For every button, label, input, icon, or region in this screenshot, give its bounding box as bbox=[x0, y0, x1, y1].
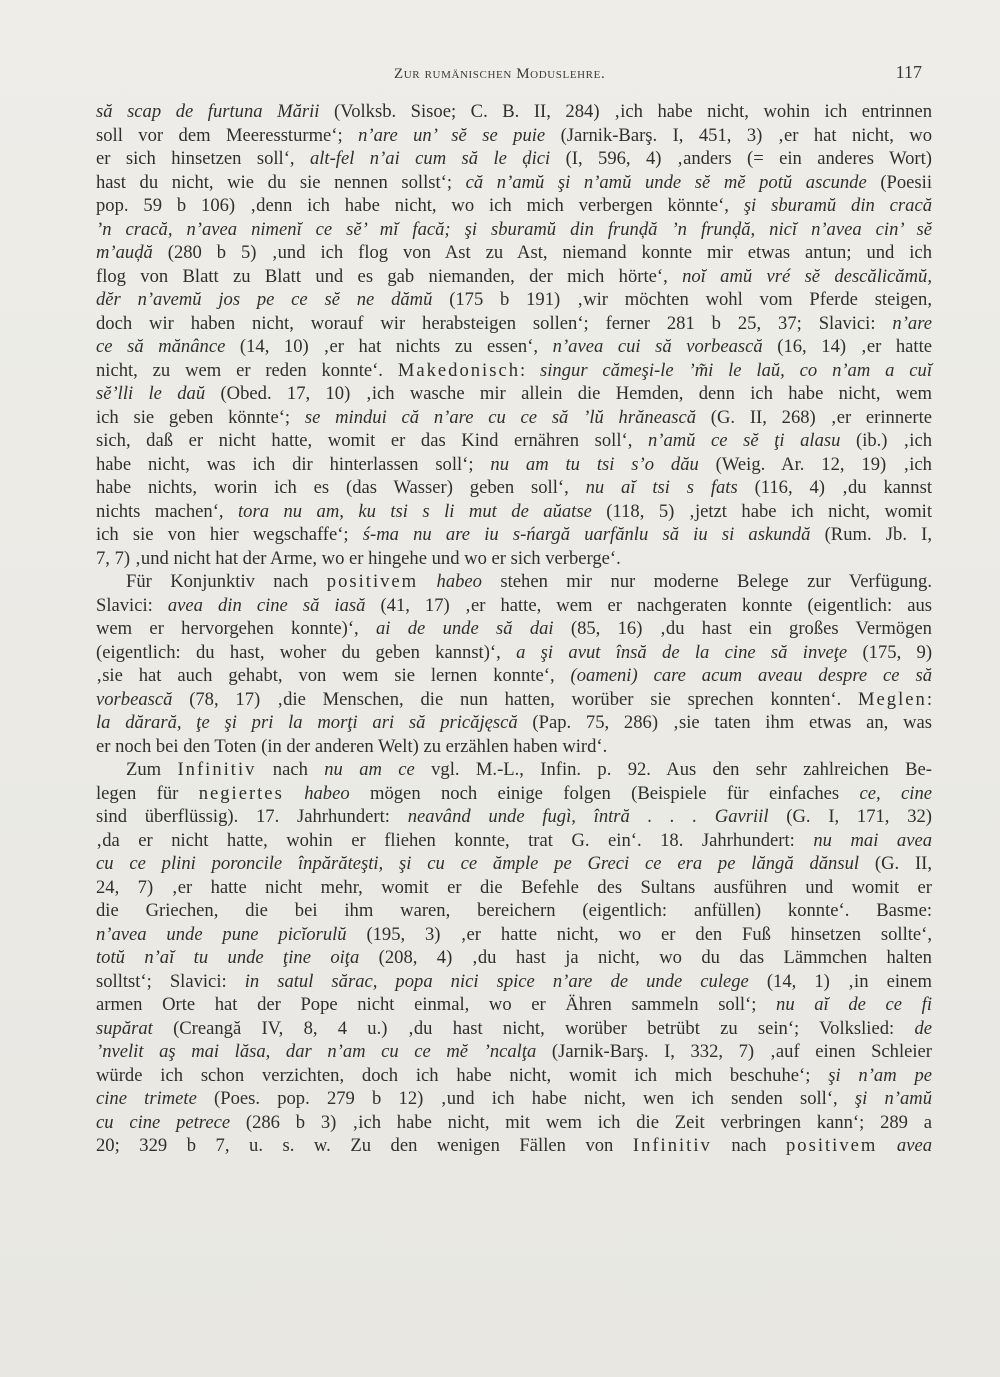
text-segment: sind überflüssig). 17. Jahrhundert: bbox=[96, 806, 408, 827]
italic-text: totŭ n’aĭ tu unde ţine oiţa bbox=[96, 947, 360, 968]
text-line bbox=[96, 523, 932, 547]
text-segment: doch wir haben nicht, worauf wir herabsteigen sollen‘; ferner 281 b 25, 37; Slavici: bbox=[96, 312, 893, 334]
text-segment: (14, 10) ‚er hat nichts zu essen‘, bbox=[225, 336, 553, 357]
text-line bbox=[96, 406, 932, 430]
italic-text: să scap de furtuna Mării bbox=[96, 101, 320, 122]
text-line bbox=[96, 100, 932, 124]
text-line bbox=[96, 382, 932, 406]
text-line bbox=[96, 641, 932, 665]
italic-text: n’amŭ ce sĕ ţi alasu bbox=[647, 430, 841, 451]
text-line bbox=[96, 241, 932, 265]
text-segment: ‚da er nicht hatte, wohin er fliehen konnte, trat G. ein‘. 18. Jahrhundert: bbox=[96, 829, 814, 851]
italic-text: n’avea unde pune picĭorulŭ bbox=[96, 923, 347, 945]
text-line bbox=[96, 829, 932, 853]
spaced-text: Infinitiv bbox=[632, 1135, 712, 1156]
italic-text: cine trimete bbox=[96, 1088, 197, 1109]
text-segment: 24, 7) ‚er hatte nicht mehr, womit er die Befehle des Sultans ausführen und womit er bbox=[96, 876, 932, 898]
text-segment: vgl. M.-L., Infin. p. 92. Aus den sehr zahlreichen Be- bbox=[414, 759, 932, 780]
text-segment: (Poes. pop. 279 b 12) ‚und ich habe nicht, wen ich senden soll‘, bbox=[196, 1088, 855, 1109]
italic-text: ’n cracă, n’avea nimenĭ ce sĕ’ mĭ facă; şi sburamŭ din frunḑă ’n frunḑă, nicĭ n’avea cin’ sĕ bbox=[96, 218, 932, 240]
text-segment: legen für bbox=[96, 782, 199, 804]
text-segment: soll vor dem Meeressturme‘; bbox=[96, 124, 359, 146]
spaced-text: positivem bbox=[326, 571, 419, 592]
italic-text: n’are un’ sĕ se puie bbox=[358, 124, 546, 146]
spaced-text: positivem bbox=[786, 1135, 878, 1156]
text-line bbox=[96, 1087, 932, 1111]
text-line bbox=[96, 993, 932, 1017]
text-line bbox=[96, 359, 932, 383]
text-segment: nach bbox=[256, 759, 325, 780]
text-line bbox=[96, 1134, 932, 1158]
italic-text: tora nu am, ku tsi s li mut de aŭatse bbox=[238, 500, 592, 522]
text-segment: Für Konjunktiv nach bbox=[126, 571, 327, 592]
text-segment: ich sie von hier wegschaffe‘; bbox=[96, 524, 363, 545]
page-number: 117 bbox=[895, 62, 922, 82]
italic-text: avea din cine să iasă bbox=[167, 594, 366, 616]
text-segment: wem er hervorgehen konnte)‘, bbox=[96, 618, 376, 639]
text-segment bbox=[418, 571, 436, 592]
text-segment: nicht, zu wem er reden konnte‘. bbox=[96, 359, 398, 381]
text-segment: (175 b 191) ‚wir möchten wohl vom Pferde steigen, bbox=[432, 289, 933, 310]
italic-text: m’auḑă bbox=[96, 242, 153, 263]
text-segment: (Pap. 75, 286) ‚sie taten ihm etwas an, was bbox=[517, 712, 932, 733]
text-line bbox=[96, 429, 932, 453]
italic-text: noĭ amŭ vré sĕ descălicămŭ, bbox=[682, 265, 932, 287]
text-segment: (175, 9) bbox=[847, 641, 933, 663]
text-segment: (Creangă IV, 8, 4 u.) ‚du hast nicht, worüber betrübt zu sein‘; Volkslied: bbox=[152, 1017, 915, 1039]
text-line bbox=[96, 1111, 932, 1135]
text-segment: ich sie geben könnte‘; bbox=[96, 406, 305, 428]
text-segment: er sich hinsetzen soll‘, bbox=[96, 148, 310, 169]
running-head: Zur rumänischen Moduslehre. bbox=[394, 66, 606, 82]
italic-text: ce, cine bbox=[859, 782, 933, 804]
italic-text: la dărară, ţe şi pri la morţi ari să pricăjęscă bbox=[96, 712, 518, 733]
text-line bbox=[96, 664, 932, 688]
italic-text: a şi avut însă de la cine să inveţe bbox=[516, 641, 848, 663]
text-segment: (G. II, bbox=[859, 853, 932, 874]
text-line bbox=[96, 147, 932, 171]
text-segment: 20; 329 b 7, u. s. w. Zu den wenigen Fällen von bbox=[96, 1135, 633, 1156]
italic-text: ai de unde să dai bbox=[375, 618, 554, 639]
text-line bbox=[96, 288, 932, 312]
italic-text: ce să mănânce bbox=[96, 336, 226, 357]
italic-text: şi sburamŭ din cracă bbox=[743, 195, 932, 216]
spaced-text: Meglen bbox=[858, 688, 927, 710]
text-segment: sich, daß er nicht hatte, womit er das Kind ernähren soll‘, bbox=[96, 430, 648, 451]
italic-text: de bbox=[914, 1017, 932, 1039]
italic-text: n’avea cui să vorbească bbox=[552, 336, 763, 357]
text-line bbox=[96, 852, 932, 876]
italic-text: singur cămeşi-le ’m̃i le laŭ, co n’am a cuĭ bbox=[540, 359, 932, 381]
text-segment: (ib.) ‚ich bbox=[840, 430, 932, 451]
text-line bbox=[96, 218, 932, 242]
text-line bbox=[96, 265, 932, 289]
text-segment: er noch bei den Toten (in der anderen Welt) zu erzählen haben wird‘. bbox=[96, 735, 608, 757]
italic-text: cu ce plini poroncile înpărăteşti, şi cu ce ămple pe Greci ce era pe lăngă dănsul bbox=[96, 853, 860, 874]
italic-text: neavând unde fugì, întră . . . Gavriil bbox=[407, 806, 769, 827]
text-line bbox=[96, 735, 932, 759]
text-segment: (eigentlich: du hast, woher du geben kannst)‘, bbox=[96, 641, 517, 663]
spaced-text: negiertes bbox=[198, 782, 284, 804]
italic-text: şi n’amŭ bbox=[854, 1088, 933, 1109]
italic-text: vorbească bbox=[96, 688, 173, 710]
italic-text: habeo bbox=[304, 782, 350, 804]
italic-text: n’are bbox=[892, 312, 932, 334]
text-segment: nach bbox=[711, 1135, 786, 1156]
text-segment bbox=[284, 783, 304, 804]
text-line bbox=[96, 194, 932, 218]
text-segment: pop. 59 b 106) ‚denn ich habe nicht, wo ich mich verbergen könnte‘, bbox=[96, 195, 744, 216]
italic-text: alt-fel n’ai cum să le ḑici bbox=[309, 148, 551, 169]
text-segment: (195, 3) ‚er hatte nicht, wo er den Fuß hinsetzen sollte‘, bbox=[346, 923, 932, 945]
italic-text: nu am ce bbox=[324, 759, 415, 780]
text-segment: (85, 16) ‚du hast ein großes Vermögen bbox=[553, 618, 932, 639]
text-segment: nichts machen‘, bbox=[96, 500, 239, 522]
text-segment: stehen mir nur moderne Belege zur Verfügung. bbox=[481, 571, 932, 592]
text-line bbox=[96, 453, 932, 477]
text-segment: (G. I, 171, 32) bbox=[768, 806, 932, 827]
text-line bbox=[96, 570, 932, 594]
text-line bbox=[96, 899, 932, 923]
text-segment: (286 b 3) ‚ich habe nicht, mit wem ich die Zeit verbringen kann‘; 289 a bbox=[230, 1111, 932, 1133]
text-line bbox=[96, 500, 932, 524]
text-line bbox=[96, 476, 932, 500]
text-segment: (Rum. Jb. I, bbox=[810, 524, 932, 545]
italic-text: că n’amŭ şi n’amŭ unde sĕ mĕ potŭ ascunde bbox=[465, 171, 867, 193]
italic-text: in satul sărac, popa nici spice n’are de unde culege bbox=[244, 970, 749, 992]
text-segment: (Jarnik-Barş. I, 332, 7) ‚auf einen Schleier bbox=[536, 1041, 932, 1062]
text-line bbox=[96, 970, 932, 994]
text-line bbox=[96, 758, 932, 782]
text-segment: hast du nicht, wie du sie nennen sollst‘; bbox=[96, 171, 466, 193]
spaced-text: Infinitiv bbox=[177, 759, 257, 780]
text-line bbox=[96, 335, 932, 359]
italic-text: se mindui că n’are cu ce să ’lŭ hrănească bbox=[304, 406, 697, 428]
italic-text: nu am tu tsi s’o dău bbox=[490, 453, 699, 475]
page-header bbox=[96, 60, 926, 86]
text-segment: (Poesii bbox=[866, 171, 932, 193]
text-segment: (16, 14) ‚er hatte bbox=[762, 336, 932, 357]
italic-text: avea bbox=[896, 1135, 932, 1156]
text-segment: (G. II, 268) ‚er erinnerte bbox=[696, 406, 932, 428]
italic-text: nu aĭ tsi s fats bbox=[585, 477, 738, 498]
text-segment: 7, 7) ‚und nicht hat der Arme, wo er hingehe und wo er sich verberge‘. bbox=[96, 547, 621, 569]
text-segment: die Griechen, die bei ihm waren, bereichern (eigentlich: anfüllen) konnte‘. Basme: bbox=[96, 900, 932, 921]
text-line bbox=[96, 1064, 932, 1088]
italic-text: habeo bbox=[436, 571, 482, 592]
text-segment: (Volksb. Sisoe; C. B. II, 284) ‚ich habe nicht, wohin ich entrinnen bbox=[319, 101, 932, 122]
text-segment: mögen noch einige folgen (Beispiele für einfaches bbox=[349, 782, 860, 804]
text-segment: (118, 5) ‚jetzt habe ich nicht, womit bbox=[591, 500, 932, 522]
text-segment: : bbox=[926, 688, 932, 710]
text-segment: (280 b 5) ‚und ich flog von Ast zu Ast, niemand konnte mir etwas antun; und ich bbox=[152, 242, 932, 263]
italic-text: dĕr n’avemŭ jos pe ce sĕ ne dămŭ bbox=[96, 289, 433, 310]
text-line bbox=[96, 876, 932, 900]
text-segment: solltst‘; Slavici: bbox=[96, 970, 245, 992]
text-segment: (Jarnik-Barş. I, 451, 3) ‚er hat nicht, wo bbox=[545, 124, 932, 146]
text-line bbox=[96, 805, 932, 829]
text-segment bbox=[877, 1135, 897, 1156]
text-line bbox=[96, 617, 932, 641]
text-line bbox=[96, 1040, 932, 1064]
text-line bbox=[96, 782, 932, 806]
text-segment: habe nicht, was ich dir hinterlassen soll‘; bbox=[96, 453, 491, 475]
italic-text: ś-ma nu are iu s-ńargă uarfănlu să iu si askundă bbox=[362, 524, 811, 545]
text-segment: ‚sie hat auch gehabt, von wem sie lernen konnte‘, bbox=[96, 665, 571, 686]
text-line bbox=[96, 171, 932, 195]
text-segment: (41, 17) ‚er hatte, wem er nachgeraten konnte (eigentlich: aus bbox=[365, 594, 932, 616]
text-line bbox=[96, 594, 932, 618]
text-segment: Slavici: bbox=[96, 594, 168, 616]
text-segment: Zum bbox=[126, 759, 178, 780]
text-line bbox=[96, 711, 932, 735]
italic-text: cu cine petrece bbox=[96, 1111, 231, 1133]
text-segment: flog von Blatt zu Blatt und es gab niemanden, der mich hörte‘, bbox=[96, 265, 683, 287]
text-segment: (Obed. 17, 10) ‚ich wasche mir allein die Hemden, denn ich habe nicht, wem bbox=[205, 383, 932, 404]
text-segment: (Weig. Ar. 12, 19) ‚ich bbox=[698, 453, 932, 475]
italic-text: (oameni) care acum aveau despre ce să bbox=[570, 665, 932, 686]
text-segment: (I, 596, 4) ‚anders (= ein anderes Wort) bbox=[550, 148, 932, 169]
italic-text: sĕ’lli le daŭ bbox=[96, 383, 206, 404]
body-text bbox=[96, 100, 932, 1158]
text-segment: (208, 4) ‚du hast ja nicht, wo du das Lämmchen halten bbox=[359, 947, 932, 968]
italic-text: nu mai avea bbox=[813, 829, 932, 851]
text-segment: : bbox=[520, 359, 541, 381]
spaced-text: Makedonisch bbox=[397, 359, 520, 381]
italic-text: supărat bbox=[96, 1017, 153, 1039]
italic-text: ’nvelit aş mai lăsa, dar n’am cu ce mĕ ’ncalţa bbox=[96, 1041, 537, 1062]
text-line bbox=[96, 688, 932, 712]
text-segment: würde ich schon verzichten, doch ich habe nicht, womit ich mich beschuhe‘; bbox=[96, 1064, 829, 1086]
text-segment: (14, 1) ‚in einem bbox=[748, 970, 932, 992]
text-line bbox=[96, 547, 932, 571]
text-segment: armen Orte hat der Pope nicht einmal, wo er Ähren sammeln soll‘; bbox=[96, 994, 777, 1015]
italic-text: şi n’am pe bbox=[828, 1064, 933, 1086]
text-line bbox=[96, 1017, 932, 1041]
italic-text: nu aĭ de ce fi bbox=[776, 994, 932, 1015]
text-line bbox=[96, 923, 932, 947]
text-line bbox=[96, 312, 932, 336]
text-segment: habe nichts, worin ich es (das Wasser) geben soll‘, bbox=[96, 477, 586, 498]
text-segment: (116, 4) ‚du kannst bbox=[737, 477, 932, 498]
text-line bbox=[96, 124, 932, 148]
text-segment: (78, 17) ‚die Menschen, die nun hatten, worüber sie sprechen konnten‘. bbox=[172, 688, 859, 710]
text-line bbox=[96, 946, 932, 970]
